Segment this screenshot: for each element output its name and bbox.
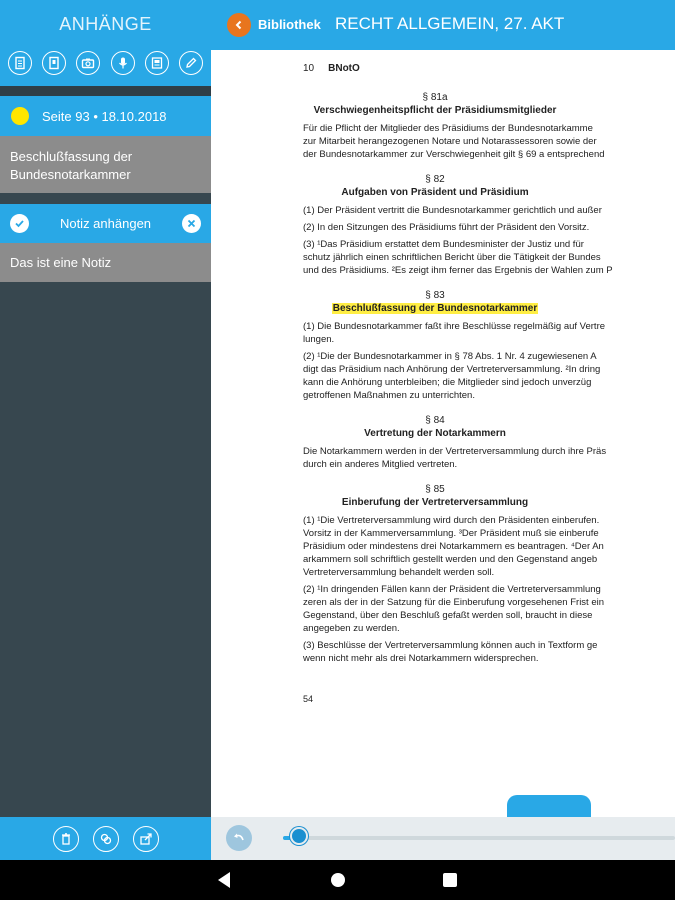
- attach-note-label: Notiz anhängen: [59, 216, 152, 231]
- attachments-sidebar: [0, 0, 211, 860]
- document-sections: [303, 91, 675, 665]
- undo-button[interactable]: [226, 825, 252, 851]
- running-head-title: BNotO: [328, 63, 360, 74]
- close-icon[interactable]: [182, 214, 201, 233]
- text-line: Für die Pflicht der Mitglieder des Präsidiums der Bundesnotarkamme: [303, 123, 593, 134]
- back-button[interactable]: [227, 13, 251, 37]
- running-head: [303, 62, 675, 75]
- page-slider-thumb[interactable]: [290, 827, 308, 845]
- highlighted-section-title[interactable]: Beschlußfassung der Bundesnotarkammer: [332, 303, 538, 314]
- document-icon[interactable]: [8, 51, 32, 75]
- text-line: digt das Präsidium nach Anhörung der Vertreterversammlung. ²In dring: [303, 364, 601, 375]
- text-line: arkammern soll schriftlich gestellt werden und den Gegenstand angeb: [303, 554, 598, 565]
- text-line: (1) Die Bundesnotarkammer faßt ihre Beschlüsse regelmäßig auf Vertre: [303, 321, 606, 332]
- paragraph: [303, 238, 675, 277]
- document-title: RECHT ALLGEMEIN, 27. AKT: [335, 14, 565, 33]
- sidebar-header: [0, 0, 211, 86]
- text-line: zeren als der in der Satzung für die Einberufung vorgesehenen Frist ein: [303, 597, 605, 608]
- camera-icon[interactable]: [76, 51, 100, 75]
- paragraph: [303, 320, 675, 346]
- running-head-number: 10: [303, 63, 315, 74]
- page-tab-button[interactable]: [507, 795, 591, 817]
- document-header: [211, 0, 675, 50]
- text-line: (2) In den Sitzungen des Präsidiums führt der Präsident den Vorsitz.: [303, 222, 590, 233]
- paragraph: [303, 583, 675, 635]
- text-line: (3) ¹Das Präsidium erstattet dem Bundesminister der Justiz und für: [303, 239, 584, 250]
- share-icon[interactable]: [133, 826, 159, 852]
- microphone-icon[interactable]: [111, 51, 135, 75]
- text-line: Vorsitz in der Kammerversammlung. ³Der Präsident muß sie einberufe: [303, 528, 599, 539]
- text-line: (2) ¹In dringenden Fällen kann der Präsident die Vertreterversammlung: [303, 584, 601, 595]
- attach-note-row[interactable]: [0, 204, 211, 243]
- paragraph: [303, 122, 675, 161]
- section-title: Einberufung der Vertreterversammlung: [341, 497, 529, 508]
- text-line: Vertreterversammlung behandelt werden soll.: [303, 567, 495, 578]
- sidebar-divider: [0, 86, 211, 96]
- section-title: [303, 302, 567, 315]
- system-nav-bar: [0, 860, 675, 900]
- page-slider-bar: [211, 817, 675, 860]
- sidebar-title: ANHÄNGE: [59, 14, 152, 34]
- text-line: Die Notarkammern werden in der Vertreterversammlung durch ihre Präs: [303, 446, 607, 457]
- copy-icon[interactable]: [93, 826, 119, 852]
- text-line: (2) ¹Die der Bundesnotarkammer in § 78 Abs. 1 Nr. 4 zugewiesenen A: [303, 351, 597, 362]
- text-line: (3) Beschlüsse der Vertreterversammlung können auch in Textform ge: [303, 640, 598, 651]
- text-line: zur Mitarbeit herangezogenen Notare und Notarassessoren sowie der: [303, 136, 597, 147]
- highlight-excerpt[interactable]: Beschlußfassung der Bundesnotarkammer: [0, 136, 211, 193]
- bookmark-page-icon[interactable]: [42, 51, 66, 75]
- page-number: 54: [303, 694, 314, 704]
- section-number: § 85: [425, 484, 445, 495]
- chevron-left-icon: [234, 20, 244, 30]
- paragraph: [303, 350, 675, 402]
- text-line: Gegenstand, über den Beschluß gefaßt werden soll, braucht in diese: [303, 610, 593, 621]
- text-line: durch ein anderes Mitglied vertreten.: [303, 459, 458, 470]
- trash-icon[interactable]: [53, 826, 79, 852]
- text-line: (1) Der Präsident vertritt die Bundesnotarkammer gerichtlich und außer: [303, 205, 602, 216]
- text-line: lungen.: [303, 334, 335, 345]
- section-number: § 83: [425, 290, 445, 301]
- nav-back-icon[interactable]: [218, 872, 230, 888]
- document-viewer[interactable]: [211, 50, 675, 817]
- section-title: Aufgaben von Präsident und Präsidium: [341, 187, 529, 198]
- paragraph: [303, 221, 675, 234]
- note-text-field[interactable]: Das ist eine Notiz: [0, 243, 211, 282]
- text-line: Präsidium oder mindestens drei Notarkammern es beantragen. ⁴Der An: [303, 541, 604, 552]
- attachment-toolbar: [8, 51, 203, 77]
- undo-icon: [232, 831, 246, 845]
- sidebar-bottom-toolbar: [0, 817, 211, 860]
- nav-home-icon[interactable]: [331, 873, 345, 887]
- section-title: Verschwiegenheitspflicht der Präsidiumsmitglieder: [313, 105, 557, 116]
- back-label[interactable]: Bibliothek: [258, 17, 321, 32]
- paragraph: [303, 514, 675, 579]
- image-icon[interactable]: [145, 51, 169, 75]
- text-line: angegeben zu werden.: [303, 623, 400, 634]
- section-number: § 84: [425, 415, 445, 426]
- bookmark-page-row[interactable]: [0, 96, 211, 136]
- page-slider-track[interactable]: [283, 836, 675, 840]
- pencil-icon[interactable]: [179, 51, 203, 75]
- nav-recents-icon[interactable]: [443, 873, 457, 887]
- section-title: Vertretung der Notarkammern: [364, 428, 506, 439]
- text-line: kann die Anhörung unterbleiben; die Mitglieder sind jedoch unverzüg: [303, 377, 592, 388]
- paragraph: [303, 204, 675, 217]
- section-number: § 81a: [422, 92, 448, 103]
- text-line: und des Präsidiums. ²Es zeigt ihm ferner das Ergebnis der Wahlen zum P: [303, 265, 613, 276]
- text-line: getroffenen Maßnahmen zu unterrichten.: [303, 390, 475, 401]
- text-line: (1) ¹Die Vertreterversammlung wird durch den Präsidenten einberufen.: [303, 515, 600, 526]
- text-line: der Bundesnotarkammer zur Verschwiegenheit gilt § 69 a entsprechend: [303, 149, 605, 160]
- text-line: schutz jährlich einen schriftlichen Bericht über die Tätigkeit der Bundes: [303, 252, 601, 263]
- section-number: § 82: [425, 174, 445, 185]
- highlight-color-dot: [11, 107, 29, 125]
- page-date-label: Seite 93 • 18.10.2018: [42, 109, 167, 124]
- text-line: wenn nicht mehr als drei Notarkammern widersprechen.: [303, 653, 539, 664]
- paragraph: [303, 639, 675, 665]
- paragraph: [303, 445, 675, 471]
- document-page: [303, 62, 675, 706]
